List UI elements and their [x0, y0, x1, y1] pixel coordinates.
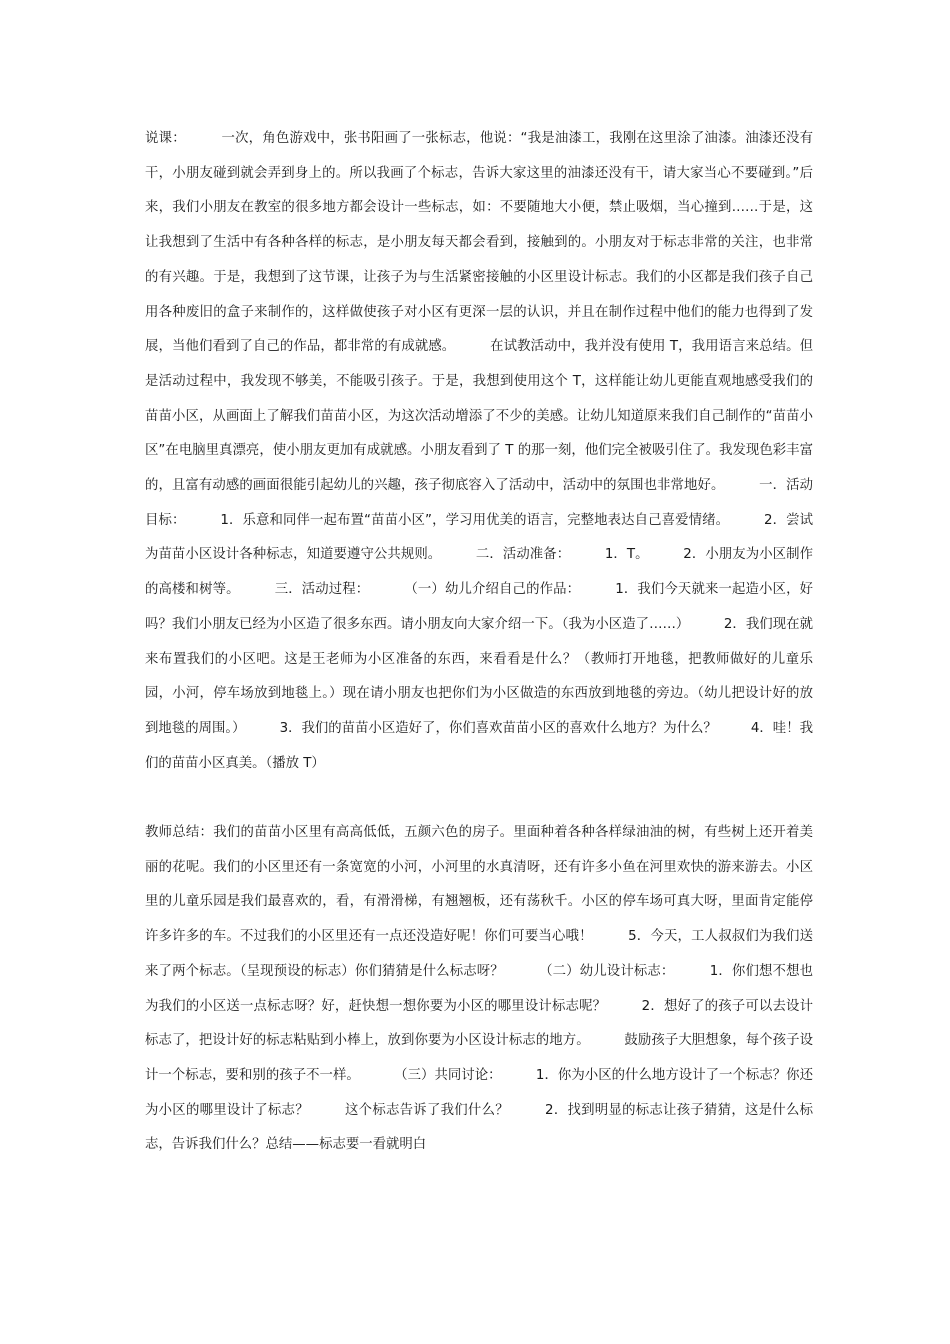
- lesson-explanation-paragraph: 说课： 一次，角色游戏中，张书阳画了一张标志，他说：“我是油漆工，我刚在这里涂了油漆。油漆还没有干，小朋友碰到就会弄到身上的。所以我画了个标志，告诉大家这里的油漆还没有干，请大家当心不要碰到。”后来，我们小朋友在教室的很多地方都会设计一些标志，如：不要随地大小便，禁止吸烟，当心撞到……于是，这让我想到了生活中有各种各样的标志，是小朋友每天都会看到，接触到的。小朋友对于标志非常的关注，也非常的有兴趣。于是，我想到了这节课，让孩子为与生活紧密接触的小区里设计标志。我们的小区都是我们孩子自己用各种废旧的盒子来制作的，这样做使孩子对小区有更深一层的认识，并且在制作过程中他们的能力也得到了发展，当他们看到了自己的作品，都非常的有成就感。 在试教活动中，我并没有使用 T，我用语言来总结。但是活动过程中，我发现不够美，不能吸引孩子。于是，我想到使用这个 T，这样能让幼儿更能直观地感受我们的苗苗小区，从画面上了解我们苗苗小区，为这次活动增添了不少的美感。让幼儿知道原来我们自己制作的“苗苗小区”在电脑里真漂亮，使小朋友更加有成就感。小朋友看到了 T 的那一刻，他们完全被吸引住了。我发现色彩丰富的，且富有动感的画面很能引起幼儿的兴趣，孩子彻底容入了活动中，活动中的氛围也非常地好。 一．活动目标： 1．乐意和同伴一起布置“苗苗小区”，学习用优美的语言，完整地表达自己喜爱情绪。 2．尝试为苗苗小区设计各种标志，知道要遵守公共规则。 二．活动准备： 1．T。 2．小朋友为小区制作的高楼和树等。 三．活动过程： （一）幼儿介绍自己的作品： 1．我们今天就来一起造小区，好吗？我们小朋友已经为小区造了很多东西。请小朋友向大家介绍一下。（我为小区造了……） 2．我们现在就来布置我们的小区吧。这是王老师为小区准备的东西，来看看是什么？（教师打开地毯，把教师做好的儿童乐园，小河，停车场放到地毯上。）现在请小朋友也把你们为小区做造的东西放到地毯的旁边。（幼儿把设计好的放到地毯的周围。） 3．我们的苗苗小区造好了，你们喜欢苗苗小区的喜欢什么地方？为什么？ 4．哇！我们的苗苗小区真美。（播放 T）: [145, 131, 813, 771]
- teacher-summary-paragraph: 教师总结：我们的苗苗小区里有高高低低，五颜六色的房子。里面种着各种各样绿油油的树，有些树上还开着美丽的花呢。我们的小区里还有一条宽宽的小河，小河里的水真清呀，还有许多小鱼在河里欢快的游来游去。小区里的儿童乐园是我们最喜欢的，看，有滑滑梯，有翘翘板，还有荡秋千。小区的停车场可真大呀，里面肯定能停许多许多的车。不过我们的小区里还有一点还没造好呢！你们可要当心哦！ 5．今天，工人叔叔们为我们送来了两个标志。（呈现预设的标志）你们猜猜是什么标志呀？ （二）幼儿设计标志： 1．你们想不想也为我们的小区送一点标志呀？好，赶快想一想你要为小区的哪里设计标志呢？ 2．想好了的孩子可以去设计标志了，把设计好的标志粘贴到小棒上，放到你要为小区设计标志的地方。 鼓励孩子大胆想象，每个孩子设计一个标志，要和别的孩子不一样。 （三）共同讨论： 1．你为小区的什么地方设计了一个标志？你还为小区的哪里设计了标志？ 这个标志告诉了我们什么？ 2．找到明显的标志让孩子猜猜，这是什么标志，告诉我们什么？总结——标志要一看就明白: [145, 825, 813, 1153]
